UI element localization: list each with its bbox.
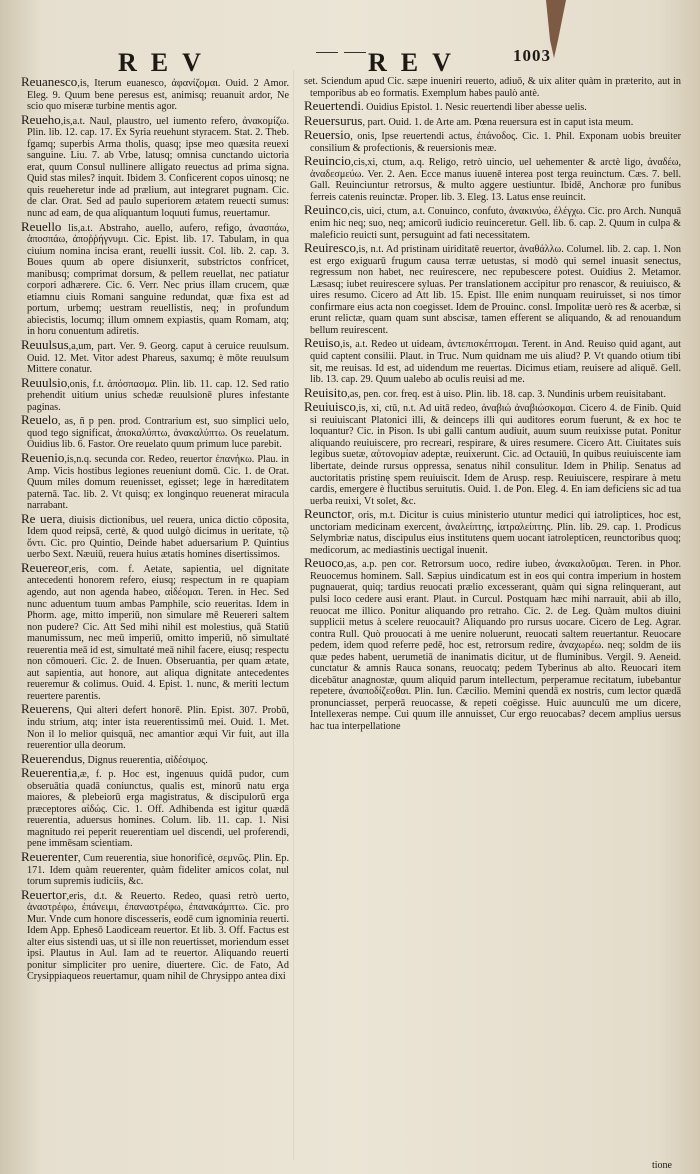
entry-headword: Reueho <box>21 111 61 127</box>
entry-headword: Reuisito <box>304 384 348 400</box>
entry-headword: Reuulsus <box>21 337 69 353</box>
entry-headword: Reuiuisco <box>304 399 356 415</box>
entry-definition: , onis, Ipse reuertendi actus, ἐπάνοδος. Cic. 1. Phil. Exponam uobis breuiter consilium & profectionis, & reuersionis meæ. <box>310 131 681 154</box>
dictionary-entry <box>304 100 681 114</box>
dictionary-entry <box>21 339 289 376</box>
running-head-right: REV <box>368 48 465 77</box>
entry-definition: ,is, xi, ctū, n.t. Ad uitā redeo, ἀναβιώ ἀναβιώσκομαι. Cicero 4. de Finib. Quid si reuiuiscant Platonici illi, & deinceps illi qui auditores eorum fuerunt, & ex hoc te loquantur? Cic. in Pison. Is ubi galli cantum audiuit, auum suum reuixisse putat. Ponitur aliquando reuiuiscere, pro recreari, respirare, & uires resumere. Cicero Att. Ciuitates suis legibus suetæ, αὐτονομίαν adeptæ, reuixerunt. Cic. ad Octauiū, In quibus reuiuiscente iam libertate, deinde rursus oppressa, senatus nihil consulitur. Idem in Philip. Senatus ad auctoritatis pristinę spem reuiuiscit. Idem de Arusp. resp. Reuiuiscere, respirare à metu cardis, emergere è fluctibus seruitutis. Ouid. 1. de Pon. Eleg. 4. En iam deficiens sic ad tua uerba reuixi, Vt solet, &c. <box>310 403 681 507</box>
entry-headword: Reuerendus <box>21 750 83 766</box>
entry-definition: ,onis, f.t. ἀπόσπασμα. Plin. lib. 11. cap. 12. Sed ratio prehendit uitium unius schedæ reuulsionē plures infestante paginas. <box>27 378 289 413</box>
entry-definition: ,eris, d.t. & Reuerto. Redeo, quasi retrò uerto, ἀναστρέφω, ἐπάνειμι, ἐπαναστρέφω, ἐπανακάμπτω. Cic. pro Mur. Vnde cum honore discesseris, eodē cum ignominia reuerti. Idem App. Ephesō Laodiceam reuertor. Et lib. 3. Off. Factus est alter eius sistendi uas, ut si ille non reuertisset, moriendum esset ipsi. Plautus in Aul. Iam ad te reuertor. Aliquando reuerti ponitur simpliciter pro uenire, diuertere. Cic. de Fato, Ad Crysippiaqueos reuertamur, quam nihil de Chrysippo antea dixi <box>27 890 289 983</box>
entry-definition: ,a,um, part. Ver. 9. Georg. caput à ceruice reuulsum. Ouid. 12. Met. Vitor adest Phareus, saxumq; è mōte reuulsum Mittere conatur. <box>27 341 289 376</box>
entry-headword: Reuoco <box>304 555 344 571</box>
entry-definition: , Qui alteri defert honorē. Plin. Epist. 307. Probū, indu strium, atq; inter ista reuerentissimū mei. Ouid. 1. Met. Non il lo melior quisquā, nec amantior æqui Vir fuit, aut illa reuerentior ulla deorum. <box>27 705 289 752</box>
entry-definition: ,is, a.t. Redeo ut uideam, ἀντεπισκέπτομαι. Terent. in And. Reuiso quid agant, aut quid captent consilii. Plaut. in Truc. Num quidnam me uis aliud? P. Vt quando otium tibi sit, me reuisas. Id est, ad uidendum me reuertas. Dicimus etiam, reuisere ad aliquē. Gell. lib. 13. cap. 29. Quum ualebo ab oculis reuisi ad me. <box>310 339 681 386</box>
dictionary-entry <box>21 703 289 751</box>
entry-headword: Reuello <box>21 218 62 234</box>
entry-headword: Reuelo <box>21 412 58 428</box>
dictionary-entry <box>21 851 289 888</box>
dictionary-entry <box>304 112 681 129</box>
dictionary-entry <box>21 374 289 414</box>
entry-definition: ,as, pen. cor. freq. est à uiso. Plin. lib. 18. cap. 3. Nundinis urbem reuisitabant. <box>347 388 666 400</box>
entry-definition: , diuisis dictionibus, uel reuera, unica dictio cōposita, Idem quod reipsā, certè, & quod uulgò dicimus in ueritate, τῷ ὄντι. Cic. pro Quintio, Deinde habet aduersarium P. Quintius uerbo Sext. Næuiū, reuera huius ætatis homines disertissimos. <box>27 514 289 561</box>
entry-headword: Reuanesco <box>21 74 78 89</box>
entry-definition: , Dignus reuerentia, αἰδέσιμος. <box>82 754 208 766</box>
entry-headword: Reuersurus <box>304 112 363 128</box>
entry-definition: , part. Ouid. 1. de Arte am. Pœna reuersura est in caput ista meum. <box>362 116 634 128</box>
dictionary-entry <box>304 337 681 385</box>
dictionary-entry <box>304 401 681 507</box>
dictionary-entry <box>304 242 681 336</box>
entry-definition: lis,a.t. Abstraho, auello, aufero, refigo, ἀνασπάω, ἀποσπάω, ἀποῤῥήγνυμι. Cic. Epist. lib. 17. Tabulam, in qua ciuium nomina incisa erant, reuelli iussit. Col. lib. 2. cap. 3. Boues quum ab opere disiunxerit, substrictos confricet, manibusq; comprimat dorsum, & pellem reuellat, nec patiatur corpori adhærere. Cic. 6. Verr. Nec prius illam crucem, quæ etiamnu ciuis Romani sanguine redundat, quæ fixa est ad portum, urbemq; uestram reuellistis, neq; in profundum abiecistis, locumq; illum omnem expiastis, quam Romam, atq; in horu conuentum adiretis. <box>27 222 289 338</box>
entry-headword: Reuulsio <box>21 374 68 390</box>
dictionary-entry <box>21 767 289 850</box>
dictionary-entry <box>304 204 681 241</box>
entry-headword: Reuiso <box>304 335 341 351</box>
entry-headword: Reuinco <box>304 202 348 218</box>
entry-headword: Reuincio <box>304 153 351 169</box>
entry-headword: Reuertendi <box>304 98 362 114</box>
entry-definition: set. Sciendum apud Cic. sæpe inueniri reuerto, adiuō, & uix aliter quàm in præterito, aut in temporibus ab eo formatis. Exemplum habes paulò antè. <box>304 76 681 99</box>
running-head-left: REV <box>118 48 215 77</box>
entry-definition: ,as, a.p. pen cor. Retrorsum uoco, redire iubeo, ἀνακαλοῦμαι. Teren. in Phor. Reuocemus hominem. Sall. Sæpius uindicatum est in eos qui contra imperium in hostem pugnauerat, quiq; tardius reuocati prælio excesserant, quàm qui signa relinquerant, aut pulsi loco cedere ausi erant. Plaut. in Curcul. Postquam hæc mihi narrauit, abii ab illo, reuocat me illico. Ponitur aliquando pro retraho. Cic. 2. de Leg. Quàm multos diuini supplicii metus à scelere reuocauit? Aliquando pro rursus uocare. Cicero de Leg. Agrar. contra Rull. Quò prouocati à me uenire noluerunt, reuocati saltem reuertantur. Reuocare pedem, idem quod referre pedē, hoc est, retrorsum redire, ἀναχωρέω. neq; soldm de iis quæ pedes habent, uerumetiā de inanimatis dicitur, ut de fluminibus. Vergil. 9. Aeneid. cunctatur & amnis Rauca sonans, reuocatq; pedem Tyberinus ab alto. Reuocari item dicebātur anagnostæ, quum aliquid parum intellectum, perperamue recitatum, iubebantur repetere, ἀναποδίζεσθαι. Plin. Iun. Cæcilio. Memini quendā ex nostris, cum lector quædā pronunciasset, perperā reuocasse, & repeti coëgisse. Huic auunculū me um dicere, Intellexeras nempe. Cui quum ille annuisset, Cur ergo reuocabas? decem amplius uersus hac tua interpellatione <box>310 559 681 732</box>
column-gutter <box>293 70 294 1160</box>
entry-headword: Reuerentia <box>21 765 78 781</box>
dictionary-entry <box>21 111 289 220</box>
entry-definition: . Ouidius Epistol. 1. Nesic reuertendi liber abesse uelis. <box>361 102 587 114</box>
dictionary-entry <box>21 449 289 512</box>
entry-headword: Re uera <box>21 510 63 526</box>
dictionary-entry <box>304 155 681 203</box>
entry-definition: ,cis,xi, ctum, a.q. Religo, retrò uincio, uel uehementer & arctè ligo, ἀναδέω, ἀναδεσμεύω. Ver. 2. Aen. Ecce manus iuuenē interea post terga reuinctum. Cæs. 7. bell. Gall. Reuinciuntur retrorsus, & multo aggere uestiuntur. Ibidē, Anchoræ pro funibus ferreis catenis reuinctæ. Proper. lib. 3. Eleg. 13. Latus ense reuincit. <box>310 157 681 203</box>
entry-definition: ,is, n.t. Ad pristinam uiriditatē reuertor, ἀναθάλλω. Columel. lib. 2. cap. 1. Non est ergo exiguarū frugum causa terræ uetustas, si modò qui semel inuasit senectus, regressum non habet, nec reuirescere, nec repubescere potest. Ouidius 2. Metamor. Læsasq; iubet reuirescere syluas. Per translationem accipitur pro renascor, & reuiuisco, & uires resumo. Cicero ad Att lib. 15. Epist. Ille enim nunquam reuiruisset, si nos timor confirmare eius acta non coegisset. Idem de Prouinc. consl. Impolitæ uerò res & acerbæ, si erunt relictæ, quam quam sunt abscisæ, tamen efferent se aliquando, & ad renouandum bellum reuirescent. <box>310 244 681 336</box>
dictionary-entry <box>21 750 289 767</box>
entry-headword: Reuertor <box>21 886 67 902</box>
left-column <box>21 76 289 984</box>
entry-definition: ,is, Iterum euanesco, ἀφανίζομαι. Ouid. 2 Amor. Eleg. 9. Quum bene peresus est, animisq; reuanuit ardor, Ne scio quo miseræ turbine mentis agor. <box>27 78 289 113</box>
entry-headword: Reuerens <box>21 701 70 717</box>
dictionary-entry <box>304 508 681 556</box>
dictionary-entry <box>21 886 289 983</box>
page-number: 1003 <box>513 46 551 65</box>
entry-headword: Reuiresco <box>304 240 356 256</box>
rule-ornament-left <box>316 52 338 53</box>
catchword: tione <box>652 1160 672 1171</box>
entry-headword: Reuersio <box>304 127 351 143</box>
entry-definition: , as, ñ p pen. prod. Contrarium est, suo simplici uelo, quod tego significat, ἀποκαλύπτω, ἀνακαλύπτω. Os reuelatum. Ouidius lib. 6. Fastor. Ore reuelato quum primum luce parebit. <box>27 416 289 451</box>
dictionary-entry <box>304 129 681 154</box>
dictionary-entry <box>21 76 289 113</box>
dictionary-entry <box>304 557 681 732</box>
dictionary-entry <box>304 384 681 401</box>
entry-definition: ,æ, f. p. Hoc est, ingenuus quidā pudor, cum obseruātia quadā coniunctus, qualis est, minorū natu erga maiores, & plebeiorū erga magistratus, & discipulorū erga præceptores αἰδώς. Cic. 1. Off. Adhibenda est igitur quædā reuerentia, aduersus homines. Colum. lib. 11. cap. 1. Nisi magnitudo rei peperit reuerentiam uel discendi, uel proferendi, pene immēsam scientiam. <box>27 769 289 850</box>
right-column <box>304 76 681 734</box>
entry-definition: ,eris, com. f. Aetate, sapientia, uel dignitate antecedenti honorem refero, eiusq; respectum in re quapiam agendo, aut non agenda habeo, αἰδέομαι. Teren. in Hec. Sed nunc aduentum tuum ambas Pamphile, scio reueritas. Idem in Phorm. age, mitto imperiū, non simulare mē Reuereri saltem non pudere? Cic. Att Sed mihi nihil est molestius, quā Statiū manumissum, nec meū imperiū, omitto imperiū, nō simultaté reuerentia meā id est, simultaté meā nihil facere, eiusq; respectu non cōmoueri. Cic. 2. de Inuen. Obseruantia, per quam ætate, aut sapientia, aut honore, aut aliqua dignitate antecedentes reueremur & colimus. Ouid. 4. Epist. 1. nunc, & meriti lectum reuertere parentis. <box>27 563 289 702</box>
entry-definition: , Cum reuerentia, siue honorificè, σεμνῶς. Plin. Ep. 171. Idem quàm reuerenter, quàm fideliter amicos colat, nul torum supremis iudiciis, &c. <box>27 853 289 888</box>
dictionary-entry <box>21 414 289 451</box>
entry-definition: ,cis, uici, ctum, a.t. Conuinco, confuto, ἀνακινύω, ἐλέγχω. Cic. pro Arch. Nunquā enim hic neq; suo, neq; amicorū iudicio reuinceretur. Gell. lib. 6. cap. 2. Quum in culpa & maleficio reuicti sunt, persuguint ad fati necessitatem. <box>310 206 681 241</box>
entry-headword: Reunctor <box>304 506 352 522</box>
entry-definition: ,is,a.t. Naul, plaustro, uel iumento refero, ἀνακομίζω. Plin. lib. 12. cap. 17. Ex Syria reuehunt styracem. Stat. 2. Theb. fgamq; superbis Arma tholis, quasq; ipse meo quæsita reuexi sanguine. Liu. 7. ab Vrbe, latusq; omnisa cunctando uictoria erat, quum Consul nullinere alligato reuectus ad prima signa. Quid stas miles? inquit. Ibidem 3. Conficerent copos uinosq; ne quis reueheretur inde ad prælium, aut integraret pugnam. Cic. de clar. Orat. Sed ad paulo superiorem ætatem reuecti sumus: nunc ad eam, de qua aliquantum loquuti fumus, reuertamur. <box>27 115 289 220</box>
entry-definition: , oris, m.t. Dicitur is cuius ministerio utuntur medici qui iatroliptices, hoc est, unctoriam medicinam exercent, ἀναλείπτης, ἰατραλείπτης. Plin. lib. 29. cap. 1. Prodicus Selymbriæ natus, discipulus eius institutens quem uocant iatrolepticen, reunctoribus quoq; medicorum, ac mediastinis uectigal inuenit. <box>310 510 681 556</box>
entry-headword: Reuereor <box>21 559 69 575</box>
dictionary-entry <box>21 559 289 703</box>
dictionary-entry <box>304 76 681 99</box>
dictionary-entry <box>21 510 289 561</box>
dictionary-entry <box>21 218 289 338</box>
entry-definition: ,is,n.q. secunda cor. Redeo, reuertor ἐπανήκω. Plau. in Amp. Vicis hostibus legiones reueniunt domū. Cic. 1. de Orat. Quum miles domum reuenisset, egisset; lege in hæreditatem paternā. Tac. lib. 2. Vt quisq; ex longinquo reuenerat miracula narrabant. <box>27 453 289 512</box>
rule-ornament-right <box>344 52 366 53</box>
entry-headword: Reuerenter <box>21 849 79 864</box>
entry-headword: Reuenio <box>21 449 65 465</box>
